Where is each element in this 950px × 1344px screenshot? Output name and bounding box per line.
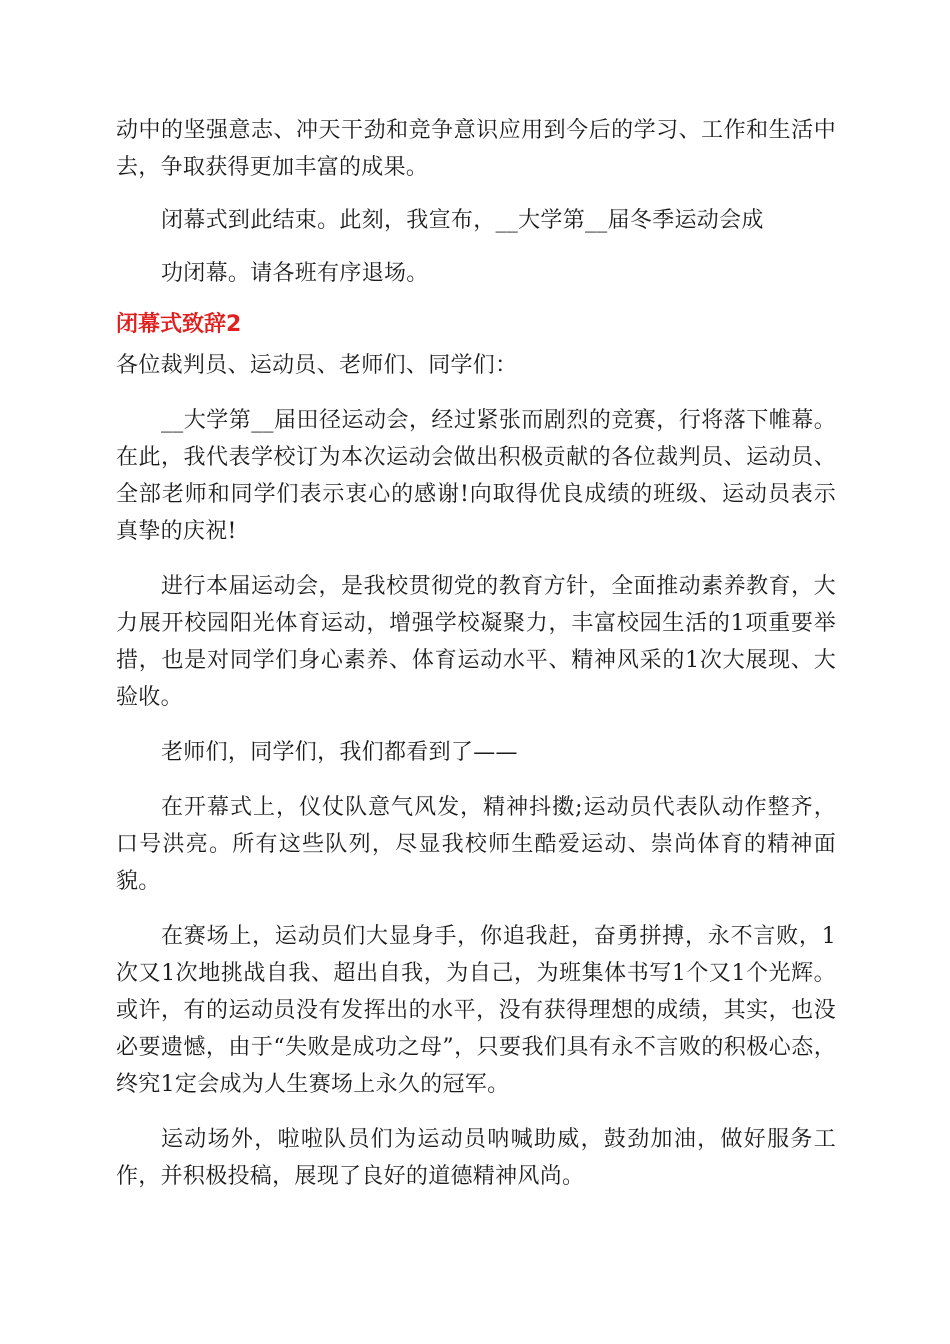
paragraph-3: 老师们，同学们，我们都看到了—— bbox=[161, 740, 518, 765]
paragraph-4: 在开幕式上，仪仗队意气风发，精神抖擞;运动员代表队动作整齐，口号洪亮。所有这些队列，尽显我校师生酷爱运动、崇尚体育的精神面貌。 bbox=[116, 795, 836, 894]
paragraph-continuation: 动中的坚强意志、冲天干劲和竞争意识应用到今后的学习、工作和生活中去，争取获得更加丰富的成果。 bbox=[116, 118, 836, 180]
paragraph-closing-exit: 功闭幕。请各班有序退场。 bbox=[161, 261, 429, 286]
paragraph-6: 运动场外，啦啦队员们为运动员呐喊助威，鼓劲加油，做好服务工作，并积极投稿，展现了良好的道德精神风尚。 bbox=[116, 1127, 836, 1189]
salutation: 各位裁判员、运动员、老师们、同学们： bbox=[116, 353, 518, 378]
document-body bbox=[116, 112, 836, 1195]
paragraph-closing-declaration: 闭幕式到此结束。此刻，我宣布，__大学第__届冬季运动会成 bbox=[161, 208, 764, 233]
paragraph-5: 在赛场上，运动员们大显身手，你追我赶，奋勇拼搏，永不言败，1次又1次地挑战自我、超出自我，为自己，为班集体书写1个又1个光辉。或许，有的运动员没有发挥出的水平，没有获得理想的成绩，其实，也没必要遗憾，由于“失败是成功之母”，只要我们具有永不言败的积极心态，终究1定会成为人生赛场上永久的冠军。 bbox=[116, 924, 836, 1097]
paragraph-1: __大学第__届田径运动会，经过紧张而剧烈的竞赛，行将落下帷幕。在此，我代表学校订为本次运动会做出积极贡献的各位裁判员、运动员、全部老师和同学们表示衷心的感谢!向取得优良成绩的班级、运动员表示真挚的庆祝! bbox=[116, 408, 836, 544]
paragraph-2: 进行本届运动会，是我校贯彻党的教育方针，全面推动素养教育，大力展开校园阳光体育运动，增强学校凝聚力，丰富校园生活的1项重要举措，也是对同学们身心素养、体育运动水平、精神风采的1次大展现、大验收。 bbox=[116, 574, 836, 710]
section-heading: 闭幕式致辞2 bbox=[116, 312, 242, 337]
